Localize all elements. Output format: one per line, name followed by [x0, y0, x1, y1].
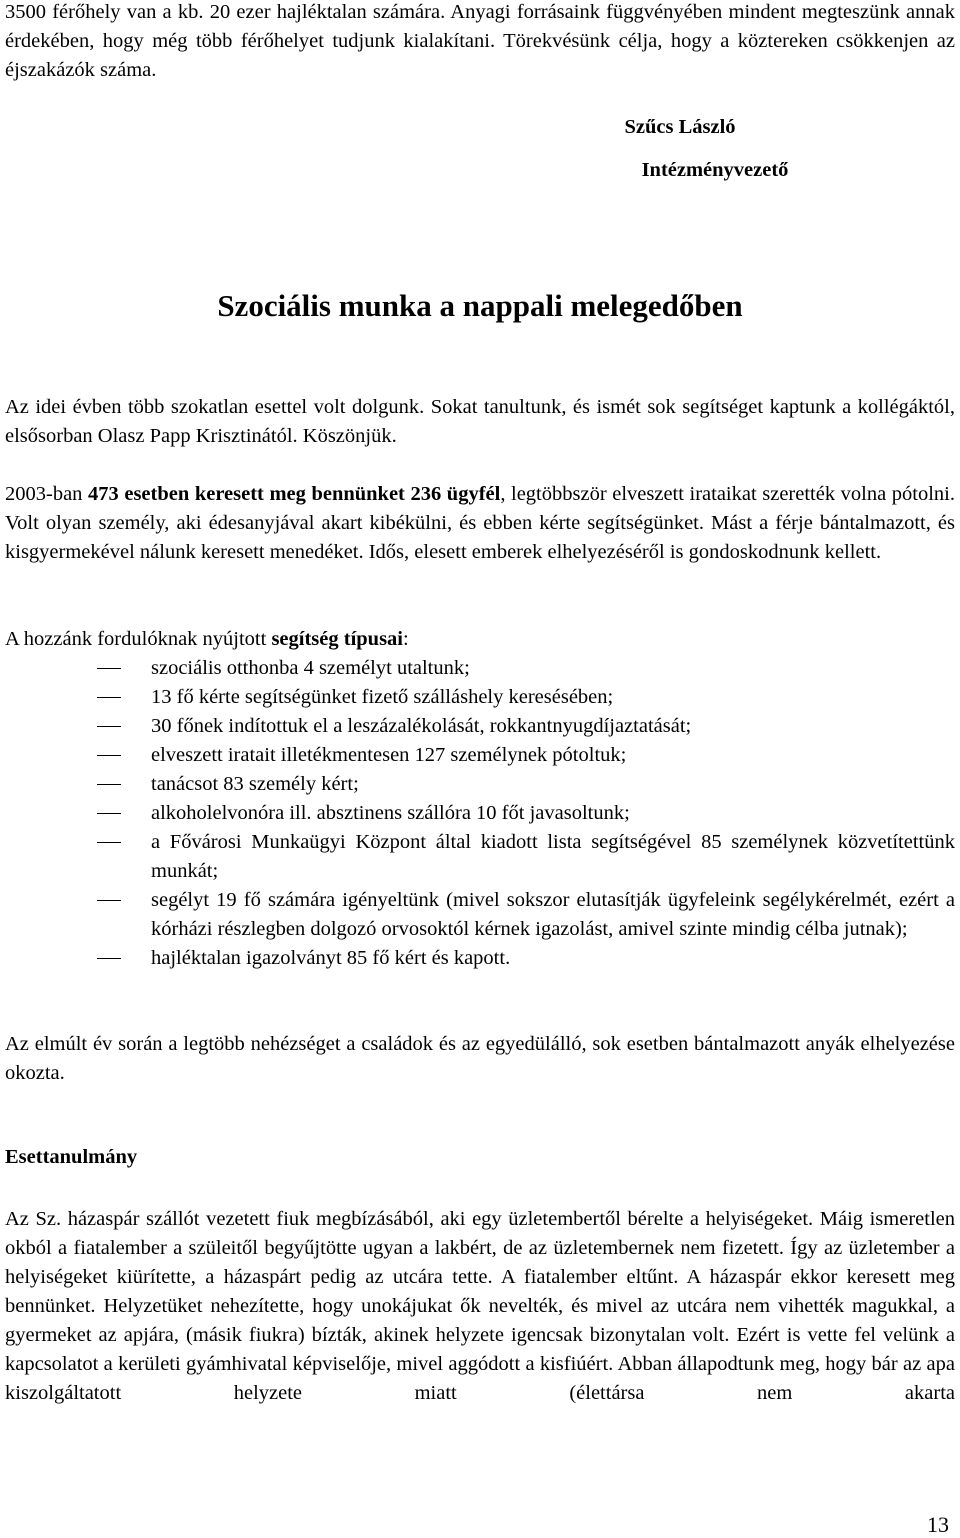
paragraph-intro-year: Az idei évben több szokatlan esettel volt dolgunk. Sokat tanultunk, és ismét sok segítséget kaptunk a kollégáktól, elsősorban Olasz Papp Krisztinától. Köszönjük.: [5, 396, 955, 447]
list-item-text: tanácsot 83 személy kért;: [151, 773, 359, 795]
list-item: [5, 654, 955, 683]
paragraph-statistics-prefix: 2003-ban: [5, 483, 89, 505]
dash-bullet-icon: [97, 726, 121, 727]
dash-bullet-icon: [97, 813, 121, 814]
dash-bullet-icon: [97, 697, 121, 698]
help-intro-suffix: :: [403, 628, 409, 650]
signature-name: Szűcs László: [624, 116, 736, 138]
list-item: [5, 886, 955, 944]
list-item-text: elveszett iratait illetékmentesen 127 személynek pótoltuk;: [151, 744, 627, 766]
list-item: [5, 741, 955, 770]
list-item-text: 13 fő kérte segítségünket fizető szálláshely keresésében;: [151, 686, 614, 708]
dash-bullet-icon: [97, 842, 121, 843]
list-item: [5, 944, 955, 973]
list-item: [5, 799, 955, 828]
list-item: [5, 712, 955, 741]
page-number: 13: [927, 1512, 949, 1537]
paragraph-help-intro: [5, 625, 955, 654]
help-intro-bold: segítség típusai: [271, 628, 404, 650]
list-item-text: szociális otthonba 4 személyt utaltunk;: [151, 657, 470, 679]
section-title: Szociális munka a nappali melegedőben: [217, 288, 743, 323]
list-item-text: segélyt 19 fő számára igényeltünk (mivel sokszor elutasítják ügyfeleink segélykérelmét, ezért a kórházi részlegben dolgozó orvosoktól kérnek igazolást, amivel szinte mindig célba jutnak);: [151, 889, 955, 940]
help-intro-prefix: A hozzánk fordulóknak nyújtott: [5, 628, 272, 650]
paragraph-statistics-highlight: 473 esetben keresett meg bennünket 236 ügyfél: [88, 483, 501, 505]
dash-bullet-icon: [97, 784, 121, 785]
list-item-text: hajléktalan igazolványt 85 fő kért és kapott.: [151, 947, 511, 969]
dash-bullet-icon: [97, 958, 121, 959]
list-item: [5, 770, 955, 799]
paragraph-statistics: [5, 480, 955, 567]
case-study-title: Esettanulmány: [5, 1146, 138, 1168]
paragraph-difficulties: Az elmúlt év során a legtöbb nehézséget a családok és az egyedülálló, sok esetben bántalmazott anyák elhelyezése okozta.: [5, 1033, 955, 1084]
list-item-text: alkoholelvonóra ill. absztinens szállóra 10 főt javasoltunk;: [151, 802, 630, 824]
case-study-body: Az Sz. házaspár szállót vezetett fiuk megbízásából, aki egy üzletembertől bérelte a helyiségeket. Máig ismeretlen okból a fiatalember a szüleitől begyűjtötte ugyan a lakbért, de az üzletembernek nem fizetett. Így az üzletember a helyiségeket kiürítette, a házaspárt pedig az utcára tette. A fiatalember eltűnt. A házaspár ekkor keresett meg bennünket. Helyzetüket nehezítette, hogy unokájukat ők nevelték, és mivel az utcára nem vihették magukkal, a gyermeket az apjára, (másik fiukra) bízták, akinek helyzete igencsak bizonytalan volt. Ezért is vette fel velünk a kapcsolatot a kerületi gyámhivatal képviselője, mivel aggódott a kisfiúért. Abban állapodtunk meg, hogy bár az apa kiszolgáltatott helyzete miatt (élettársa nem akarta: [5, 1208, 955, 1404]
dash-bullet-icon: [97, 668, 121, 669]
list-item-text: a Fővárosi Munkaügyi Központ által kiadott lista segítségével 85 személynek közvetítettünk munkát;: [151, 831, 955, 882]
paragraph-statistics-rest: , legtöbbször elveszett irataikat szerették volna pótolni. Volt olyan személy, aki édesanyjával akart kibékülni, és ebben kérte segítségünket. Mást a férje bántalmazott, és kisgyermekével nálunk keresett menedéket. Idős, elesett emberek elhelyezéséről is gondoskodnunk kellett.: [5, 483, 955, 563]
help-types-list: [5, 654, 955, 973]
list-item-text: 30 főnek indítottuk el a leszázalékolását, rokkantnyugdíjaztatását;: [151, 715, 692, 737]
signature-role: Intézményvezető: [641, 159, 789, 181]
list-item: [5, 828, 955, 886]
list-item: [5, 683, 955, 712]
dash-bullet-icon: [97, 755, 121, 756]
dash-bullet-icon: [97, 900, 121, 901]
intro-paragraph: 3500 férőhely van a kb. 20 ezer hajléktalan számára. Anyagi forrásaink függvényében mindent megteszünk annak érdekében, hogy még több férőhelyet tudjunk kialakítani. Törekvésünk célja, hogy a köztereken csökkenjen az éjszakázók száma.: [5, 1, 955, 81]
